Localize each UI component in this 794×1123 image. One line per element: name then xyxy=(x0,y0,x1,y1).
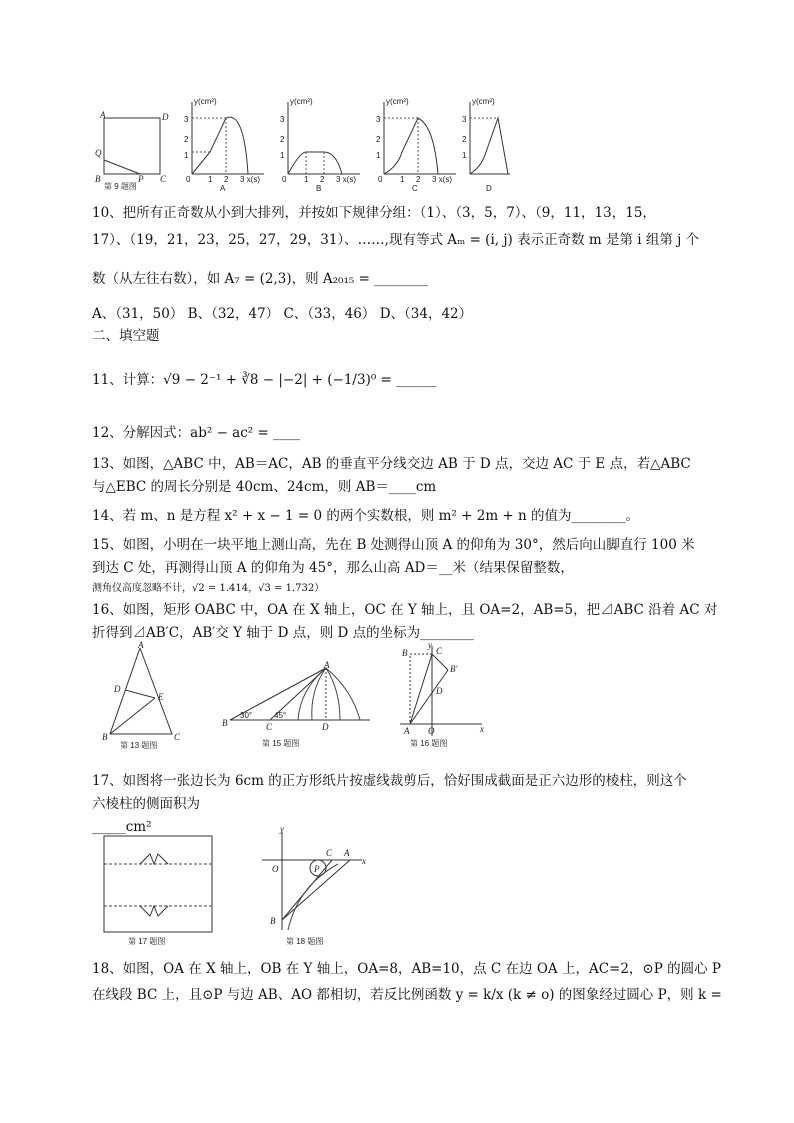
svg-text:y(cm²): y(cm²) xyxy=(472,97,495,106)
svg-text:B′: B′ xyxy=(450,664,458,674)
figure-16-caption: 第 16 题图 xyxy=(410,739,448,748)
q18-line2: 在线段 BC 上，且⊙P 与边 AB、AO 都相切，若反比例函数 y = k/x (k ≠ o) 的图象经过圆心 P，则 k = xyxy=(92,987,722,1003)
svg-text:C: C xyxy=(326,848,333,858)
svg-text:1: 1 xyxy=(208,175,213,184)
q10-line1: 10、把所有正奇数从小到大排列，并按如下规律分组：（1）、（3，5，7）、（9，11，13，15， xyxy=(92,205,656,221)
svg-text:2: 2 xyxy=(184,135,189,144)
svg-text:A: A xyxy=(404,726,410,736)
svg-text:O: O xyxy=(272,864,279,874)
svg-text:1: 1 xyxy=(462,151,467,160)
figure-15 xyxy=(220,660,380,750)
svg-text:A: A xyxy=(138,640,144,650)
svg-text:P: P xyxy=(314,864,320,874)
q10-options: A、（31，50） B、（32，47） C、（33，46） D、（34，42） xyxy=(92,306,473,322)
option-d-label: D xyxy=(486,184,492,191)
q13-line1: 13、如图，△ABC 中，AB＝AC，AB 的垂直平分线交边 AB 于 D 点，交边 AC 于 E 点，若△ABC xyxy=(92,456,691,472)
q16-line2: 折得到⊿AB′C，AB′交 Y 轴于 D 点，则 D 点的坐标为________ xyxy=(92,625,475,641)
q17-line1: 17、如图将一张边长为 6cm 的正方形纸片按虚线裁剪后，恰好围成截面是正六边形的棱柱，则这个 xyxy=(92,773,687,789)
figure-13-graphic xyxy=(100,640,200,750)
svg-text:1: 1 xyxy=(400,175,405,184)
svg-text:A: A xyxy=(324,660,330,670)
svg-text:2: 2 xyxy=(224,175,229,184)
svg-text:C: C xyxy=(266,722,273,732)
figure-15-caption: 第 15 题图 xyxy=(262,739,300,748)
figure-16 xyxy=(396,640,486,750)
q14: 14、若 m、n 是方程 x² + x − 1 = 0 的两个实数根，则 m² + 2m + n 的值为________。 xyxy=(92,508,640,524)
svg-text:2: 2 xyxy=(280,135,285,144)
svg-text:y(cm²): y(cm²) xyxy=(386,97,409,106)
q15-line2: 到达 C 处，再测得山顶 A 的仰角为 45°，那么山高 AD＝__米（结果保留整数， xyxy=(92,560,574,576)
q13-line2: 与△EBC 的周长分别是 40cm、24cm，则 AB＝____cm xyxy=(92,479,437,495)
svg-text:y(cm²): y(cm²) xyxy=(194,97,217,106)
svg-text:3 x(s): 3 x(s) xyxy=(336,175,356,184)
figure-13 xyxy=(100,640,200,750)
q17-line3: _____cm² xyxy=(92,819,152,835)
svg-text:1: 1 xyxy=(304,175,309,184)
svg-text:45°: 45° xyxy=(274,711,287,720)
figure-18-graphic xyxy=(258,826,368,946)
svg-text:B: B xyxy=(402,648,408,658)
svg-text:D: D xyxy=(114,684,121,694)
svg-text:B: B xyxy=(270,916,276,926)
svg-text:D: D xyxy=(322,722,329,732)
svg-text:B: B xyxy=(95,174,101,184)
q18-line1: 18、如图，OA 在 X 轴上，OB 在 Y 轴上，OA=8，AB=10，点 C 在边 OA 上，AC=2，⊙P 的圆心 P xyxy=(92,961,721,977)
svg-text:D: D xyxy=(162,112,169,122)
svg-text:2: 2 xyxy=(416,175,421,184)
option-b-label: B xyxy=(316,184,322,191)
svg-text:3: 3 xyxy=(462,115,467,124)
svg-text:3: 3 xyxy=(184,115,189,124)
svg-text:A: A xyxy=(100,110,106,120)
svg-text:D: D xyxy=(436,686,443,696)
svg-text:Q: Q xyxy=(95,148,102,158)
svg-text:3 x(s): 3 x(s) xyxy=(240,175,260,184)
q15-line3: 测角仪高度忽略不计，√2 = 1.414，√3 = 1.732） xyxy=(92,583,325,594)
svg-text:1: 1 xyxy=(280,151,285,160)
svg-text:2: 2 xyxy=(376,135,381,144)
figure-17-graphic xyxy=(100,834,220,946)
figure-9-graphic xyxy=(92,96,512,191)
figure-17-caption: 第 17 题图 xyxy=(128,937,166,946)
q16-line1: 16、如图，矩形 OABC 中，OA 在 X 轴上，OC 在 Y 轴上，且 OA=2，AB=5，把⊿ABC 沿着 AC 对 xyxy=(92,602,718,618)
svg-text:1: 1 xyxy=(184,151,189,160)
svg-text:C: C xyxy=(160,174,167,184)
svg-text:B: B xyxy=(102,732,108,742)
svg-text:y(cm²): y(cm²) xyxy=(290,97,313,106)
q10-line3: 数（从左往右数），如 A₇ = (2,3)，则 A₂₀₁₅ = ________ xyxy=(92,271,429,287)
svg-text:2: 2 xyxy=(462,135,467,144)
q11: 11、计算：√9 − 2⁻¹ + ∛8 − |−2| + (−1/3)⁰ = ______ xyxy=(92,372,437,388)
svg-text:2: 2 xyxy=(320,175,325,184)
svg-text:30°: 30° xyxy=(240,711,253,720)
q12: 12、分解因式：ab² − ac² = ____ xyxy=(92,425,301,441)
option-a-label: A xyxy=(220,184,226,191)
svg-text:A: A xyxy=(344,848,350,858)
figure-17 xyxy=(100,834,220,946)
q10-line2: 17）、（19，21，23，25，27，29，31）、……,现有等式 Aₘ = (i, j) 表示正奇数 m 是第 i 组第 j 个 xyxy=(92,232,700,248)
svg-text:3: 3 xyxy=(280,115,285,124)
svg-text:3: 3 xyxy=(376,115,381,124)
figure-9-caption: 第 9 题图 xyxy=(104,182,137,191)
svg-text:y: y xyxy=(428,640,432,650)
figure-13-caption: 第 13 题图 xyxy=(120,741,158,750)
figure-16-graphic xyxy=(396,640,486,750)
q15-line1: 15、如图，小明在一块平地上测山高，先在 B 处测得山顶 A 的仰角为 30°，然后向山脚直行 100 米 xyxy=(92,537,695,553)
svg-text:C: C xyxy=(436,646,443,656)
figure-9 xyxy=(92,96,512,191)
svg-text:x: x xyxy=(362,856,366,866)
svg-text:C: C xyxy=(174,732,181,742)
svg-text:E: E xyxy=(158,692,164,702)
svg-text:B: B xyxy=(222,718,228,728)
svg-text:0: 0 xyxy=(282,175,287,184)
figure-15-graphic xyxy=(220,660,380,750)
svg-text:0: 0 xyxy=(186,175,191,184)
svg-text:3 x(s): 3 x(s) xyxy=(432,175,452,184)
svg-text:x: x xyxy=(480,724,484,734)
svg-text:y: y xyxy=(280,826,284,834)
figure-18 xyxy=(258,826,368,946)
svg-text:0: 0 xyxy=(378,175,383,184)
svg-text:1: 1 xyxy=(376,151,381,160)
option-c-label: C xyxy=(412,184,418,191)
figure-18-caption: 第 18 题图 xyxy=(286,937,324,946)
svg-text:P: P xyxy=(138,174,144,184)
svg-text:O: O xyxy=(428,726,435,736)
section-title-fill-in: 二、填空题 xyxy=(92,328,160,344)
q17-line2: 六棱柱的侧面积为 xyxy=(92,796,200,812)
